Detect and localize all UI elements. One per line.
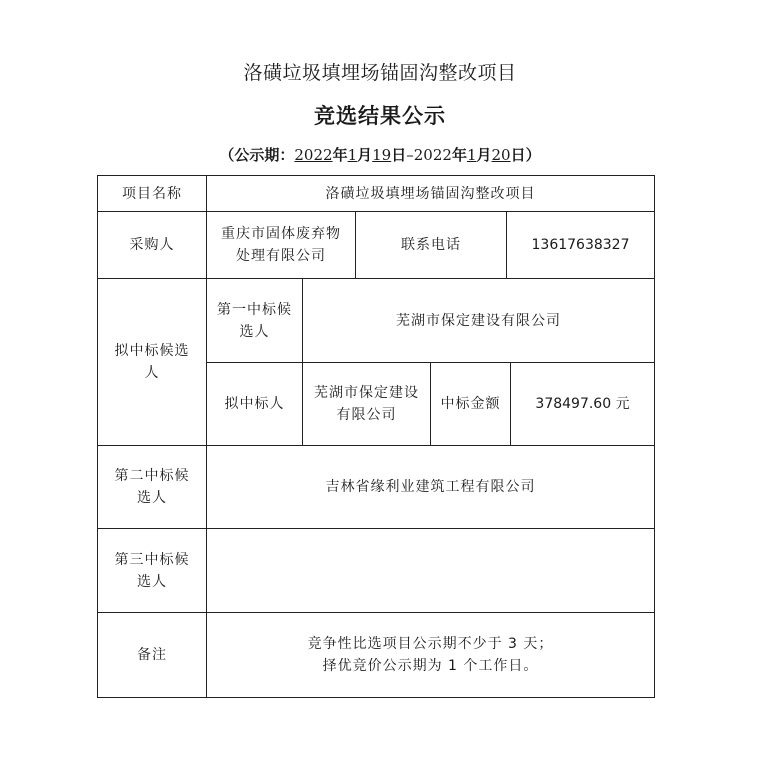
- start-year-char: 年: [332, 146, 348, 164]
- contact-phone-label: 联系电话: [355, 211, 507, 279]
- second-candidate-label: 第二中标候选人: [97, 445, 207, 529]
- start-day: 19: [372, 146, 392, 164]
- bid-amount-value: 378497.60 元: [510, 362, 655, 446]
- end-month: 1: [466, 146, 477, 164]
- remarks-value: [206, 612, 655, 698]
- purchaser-value: 重庆市固体废弃物处理有限公司: [206, 211, 356, 279]
- start-month: 1: [347, 146, 358, 164]
- project-name-label: 项目名称: [97, 175, 207, 212]
- first-candidate-label: 第一中标候选人: [206, 278, 303, 363]
- announcement-period: [0, 144, 760, 165]
- proposed-winner-value: 芜湖市保定建设有限公司: [302, 362, 431, 446]
- end-year-char: 年: [451, 146, 467, 164]
- second-candidate-value: 吉林省缘利业建筑工程有限公司: [206, 445, 655, 529]
- period-dash: –: [406, 146, 414, 164]
- results-table: [97, 175, 655, 698]
- end-day: 20: [491, 146, 511, 164]
- start-month-char: 月: [357, 146, 373, 164]
- proposed-candidate-label: 拟中标候选人: [97, 278, 207, 446]
- end-day-char: 日: [510, 146, 526, 164]
- bid-amount-label: 中标金额: [430, 362, 511, 446]
- contact-phone-value: 13617638327: [506, 211, 655, 279]
- remarks-line-2: 择优竞价公示期为 1 个工作日。: [322, 658, 539, 674]
- proposed-winner-label: 拟中标人: [206, 362, 303, 446]
- project-name-value: 洛磺垃圾填埋场锚固沟整改项目: [206, 175, 655, 212]
- document-title: 竞选结果公示: [314, 103, 446, 128]
- third-candidate-label: 第三中标候选人: [97, 528, 207, 613]
- start-year: 2022: [294, 146, 333, 164]
- remarks-label: 备注: [97, 612, 207, 698]
- project-title: 洛磺垃圾填埋场锚固沟整改项目: [243, 62, 517, 84]
- end-month-char: 月: [476, 146, 492, 164]
- period-close-paren: ）: [525, 146, 541, 164]
- end-year: 2022: [413, 146, 452, 164]
- period-open-paren: （: [219, 146, 235, 164]
- start-day-char: 日: [391, 146, 407, 164]
- period-label: 公示期：: [234, 146, 295, 164]
- purchaser-label: 采购人: [97, 211, 207, 279]
- third-candidate-value: [206, 528, 655, 613]
- remarks-line-1: 竞争性比选项目公示期不少于 3 天；: [307, 636, 554, 652]
- first-candidate-value: 芜湖市保定建设有限公司: [302, 278, 655, 363]
